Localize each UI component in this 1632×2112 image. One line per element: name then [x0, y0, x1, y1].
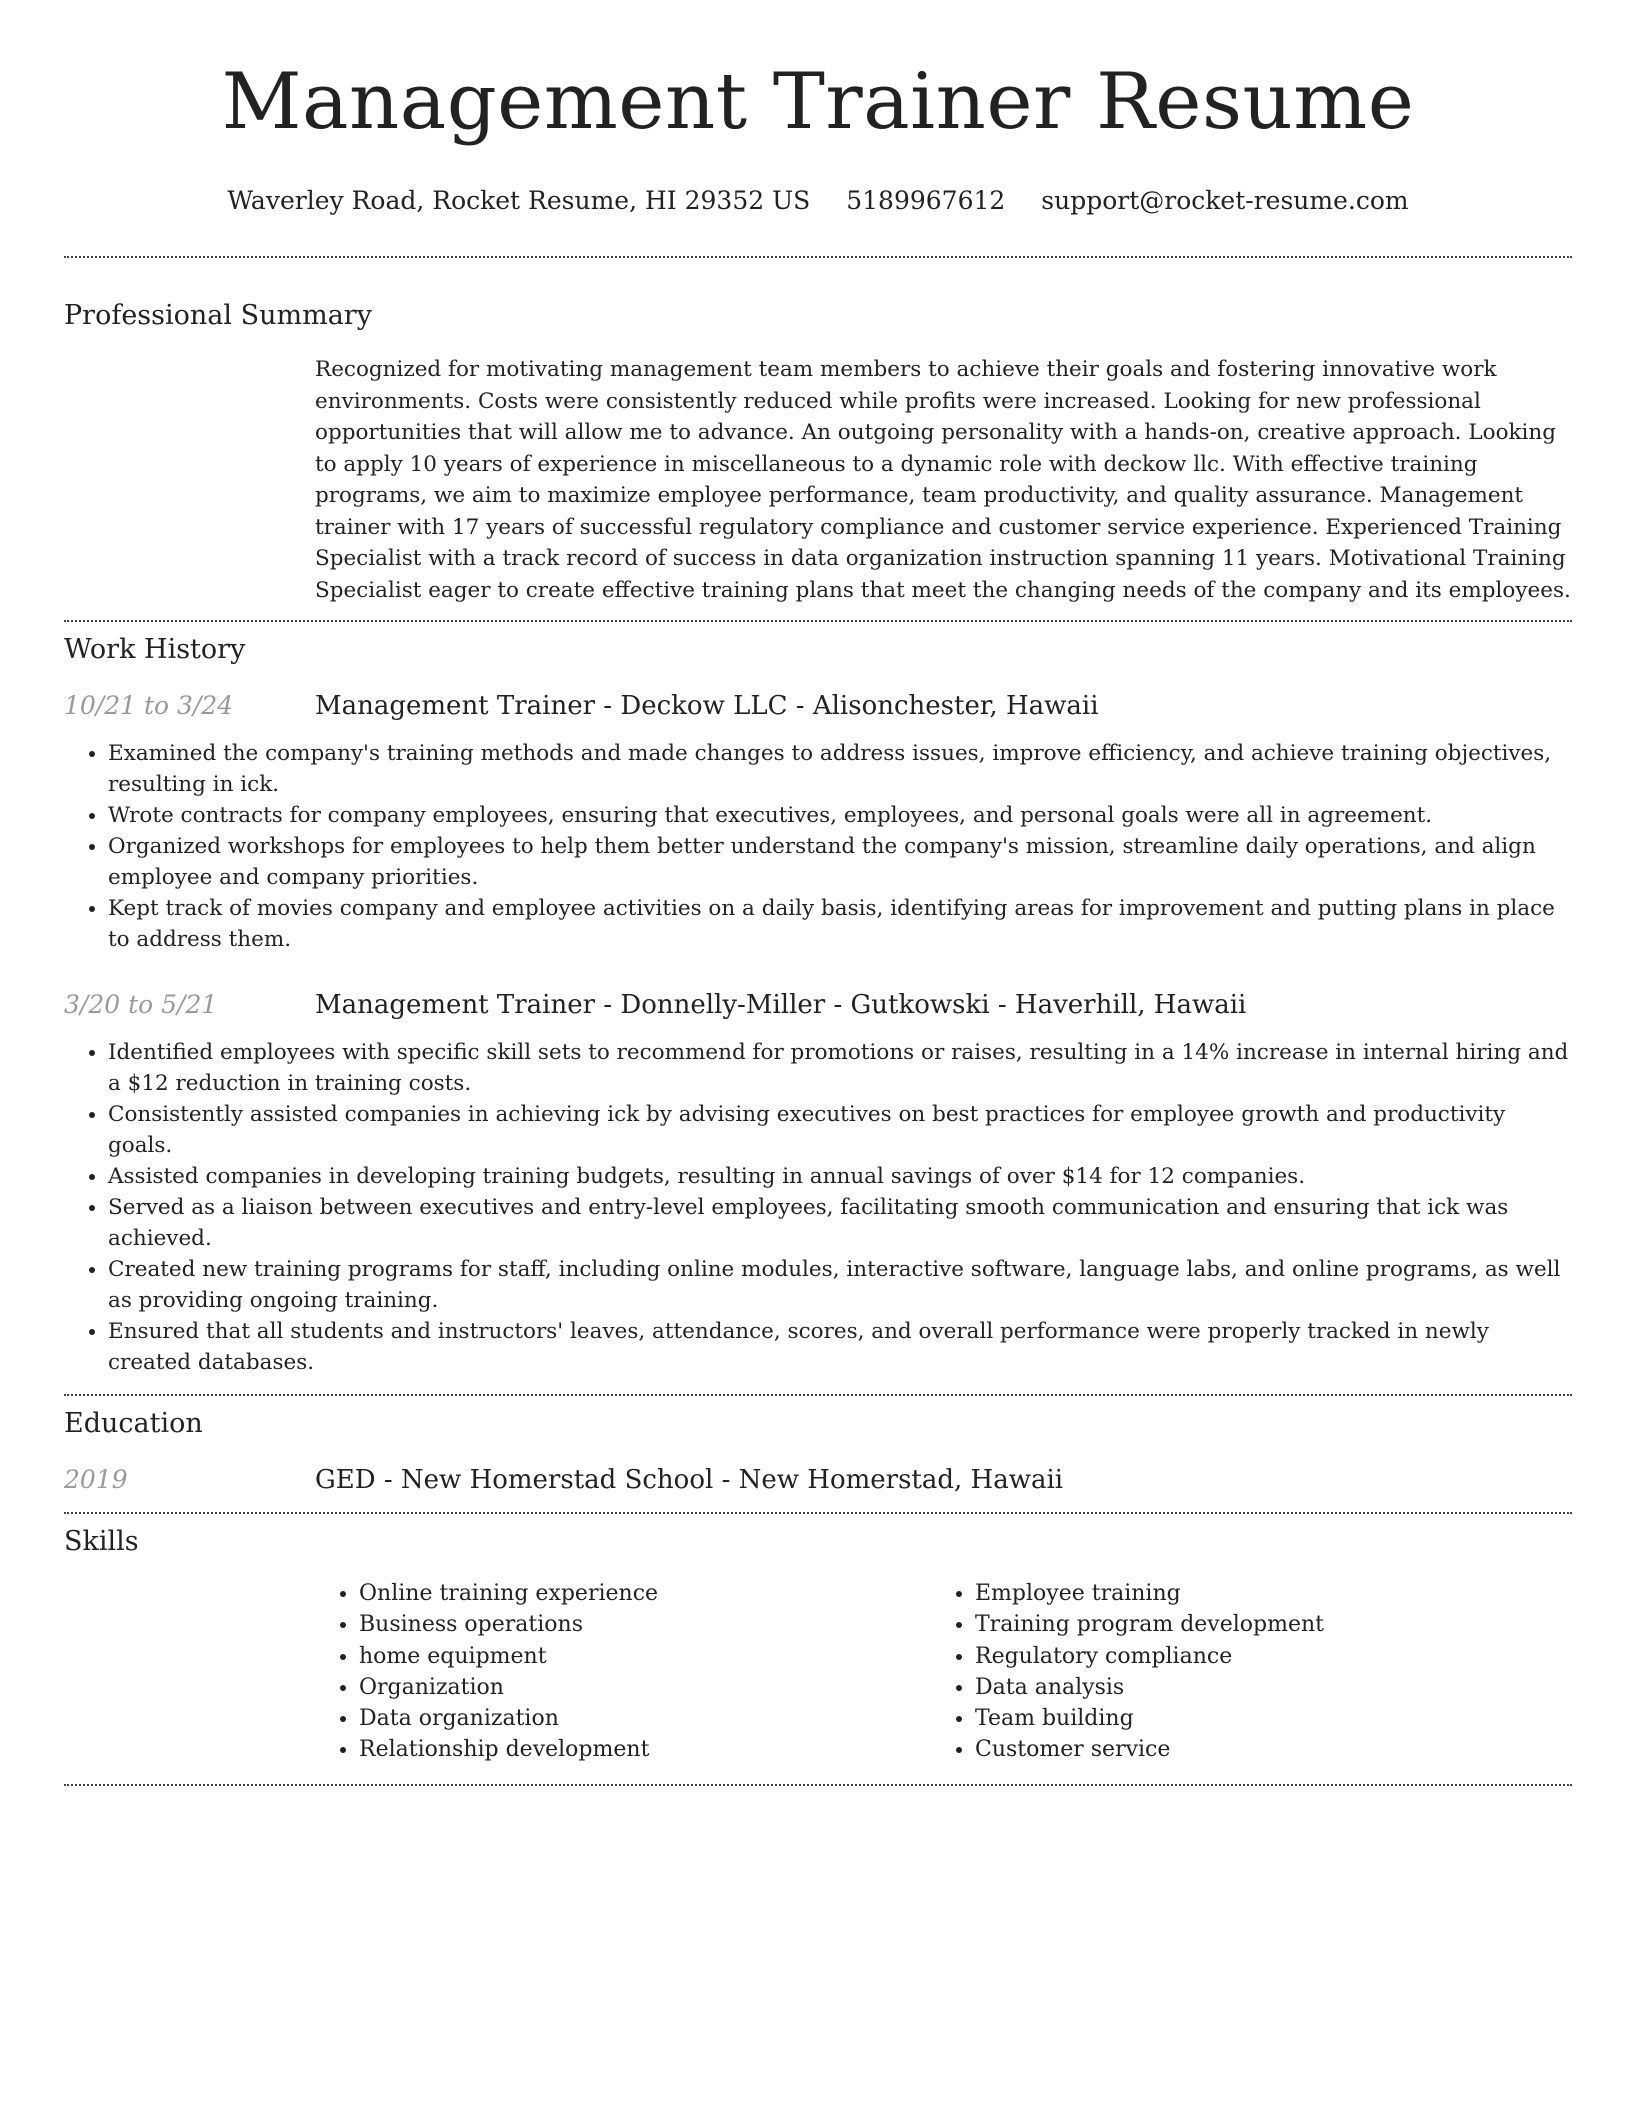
job-header	[64, 688, 1572, 724]
job-entry	[64, 688, 1572, 955]
skill-item: • Team building	[975, 1703, 1547, 1734]
job-bullet: • Identified employees with specific skill sets to recommend for promotions or raises, resulting in a 14% increase in internal hiring and a $12 reduction in training costs.	[108, 1037, 1572, 1099]
education-degree: GED - New Homerstad School - New Homerstad, Hawaii	[315, 1465, 1064, 1495]
section-heading-skills: Skills	[64, 1526, 139, 1557]
divider	[64, 1512, 1572, 1514]
job-bullet: • Kept track of movies company and employee activities on a daily basis, identifying areas for improvement and putting plans in place to address them.	[108, 893, 1572, 955]
skill-item: • Online training experience	[359, 1578, 931, 1609]
job-bullet: • Ensured that all students and instructors' leaves, attendance, scores, and overall performance were properly tracked in newly created databases.	[108, 1316, 1572, 1378]
job-dates: 3/20 to 5/21	[64, 990, 218, 1019]
summary-text: Recognized for motivating management team members to achieve their goals and fostering innovative work environments. Costs were consistently reduced while profits were increased. Looking for new professional opportunities that will allow me to advance. An outgoing personality with a hands-on, creative approach. Looking to apply 10 years of experience in miscellaneous to a dynamic role with deckow llc. With effective training programs, we aim to maximize employee performance, team productivity, and quality assurance. Management trainer with 17 years of successful regulatory compliance and customer service experience. Experienced Training Specialist with a track record of success in data organization instruction spanning 11 years. Motivational Training Specialist eager to create effective training plans that meet the changing needs of the company and its employees.	[315, 357, 1571, 603]
divider	[64, 1784, 1572, 1786]
divider	[64, 1394, 1572, 1396]
job-bullet: • Assisted companies in developing training budgets, resulting in annual savings of over $14 for 12 companies.	[108, 1161, 1572, 1192]
job-bullets	[64, 738, 1572, 955]
job-bullet: • Created new training programs for staff, including online modules, interactive software, language labs, and online programs, as well as providing ongoing training.	[108, 1254, 1572, 1316]
job-bullet: • Consistently assisted companies in achieving ick by advising executives on best practices for employee growth and productivity goals.	[108, 1099, 1572, 1161]
skill-item: • home equipment	[359, 1641, 931, 1672]
job-title: Management Trainer - Deckow LLC - Alisonchester, Hawaii	[315, 691, 1099, 721]
job-bullet: • Organized workshops for employees to help them better understand the company's mission, streamline daily operations, and align employee and company priorities.	[108, 831, 1572, 893]
skill-item: • Employee training	[975, 1578, 1547, 1609]
skills-list	[315, 1578, 1572, 1766]
skills-column-right	[931, 1578, 1547, 1766]
skill-item: • Customer service	[975, 1734, 1547, 1765]
contact-email: support@rocket-resume.com	[1041, 186, 1409, 215]
skill-item: • Data organization	[359, 1703, 931, 1734]
job-dates: 10/21 to 3/24	[64, 691, 234, 720]
job-entry	[64, 987, 1572, 1378]
section-heading-work: Work History	[64, 634, 246, 665]
skill-item: • Training program development	[975, 1609, 1547, 1640]
skill-item: • Regulatory compliance	[975, 1641, 1547, 1672]
job-header	[64, 987, 1572, 1023]
job-bullet: • Served as a liaison between executives and entry-level employees, facilitating smooth communication and ensuring that ick was achieved.	[108, 1192, 1572, 1254]
skill-item: • Business operations	[359, 1609, 931, 1640]
job-bullets	[64, 1037, 1572, 1378]
skill-item: • Data analysis	[975, 1672, 1547, 1703]
contact-line	[64, 184, 1572, 218]
contact-phone: 5189967612	[846, 186, 1006, 215]
education-entry	[64, 1462, 1572, 1498]
job-title: Management Trainer - Donnelly-Miller - Gutkowski - Haverhill, Hawaii	[315, 990, 1247, 1020]
divider	[64, 620, 1572, 622]
skills-column-left	[315, 1578, 931, 1766]
education-year: 2019	[64, 1465, 128, 1494]
divider	[64, 256, 1572, 258]
skill-item: • Organization	[359, 1672, 931, 1703]
contact-address: Waverley Road, Rocket Resume, HI 29352 US	[227, 186, 811, 215]
job-bullet: • Wrote contracts for company employees, ensuring that executives, employees, and personal goals were all in agreement.	[108, 800, 1572, 831]
section-heading-summary: Professional Summary	[64, 300, 372, 331]
job-bullet: • Examined the company's training methods and made changes to address issues, improve efficiency, and achieve training objectives, resulting in ick.	[108, 738, 1572, 800]
resume-page	[64, 0, 1572, 1786]
skill-item: • Relationship development	[359, 1734, 931, 1765]
resume-title: Management Trainer Resume	[221, 57, 1415, 147]
section-heading-education: Education	[64, 1408, 203, 1439]
